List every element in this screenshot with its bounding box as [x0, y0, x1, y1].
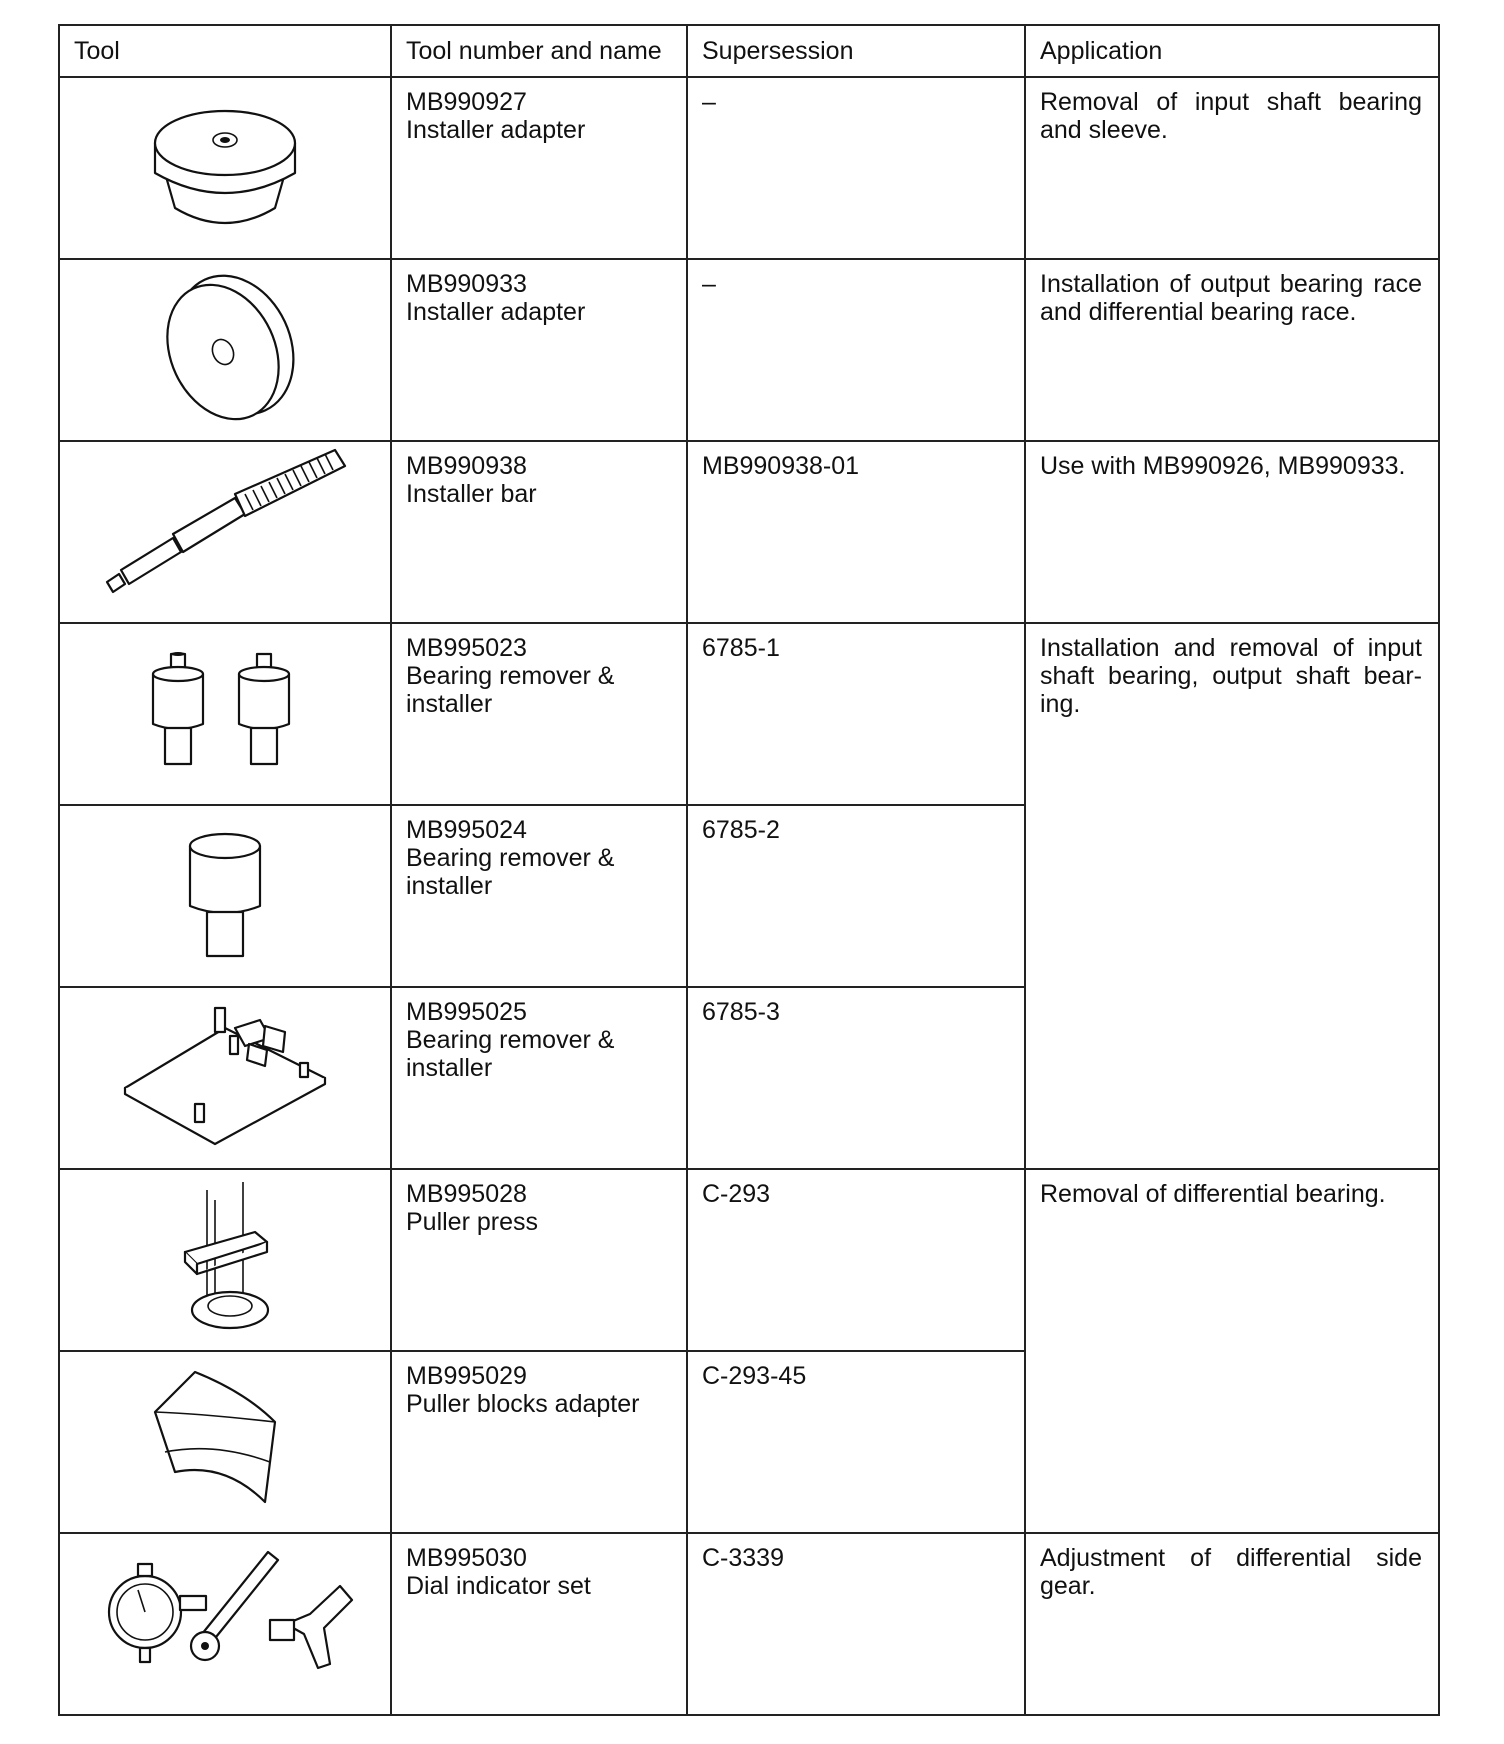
table-row: [59, 259, 1439, 441]
table-row: [59, 1533, 1439, 1715]
table-row: [59, 623, 1439, 805]
tool-number: MB995024: [406, 816, 527, 844]
tool-number: MB990927: [406, 88, 527, 116]
tool-name: Installer bar: [406, 480, 537, 508]
supersession-cell: [687, 1351, 1025, 1533]
application-cell: [1025, 1169, 1439, 1533]
tool-name: Bearing remover & installer: [406, 662, 615, 718]
tool-name: Dial indicator set: [406, 1572, 591, 1600]
tool-number-name-cell: [391, 805, 687, 987]
tool-number: MB995030: [406, 1544, 527, 1572]
table-row: [59, 77, 1439, 259]
tool-number-name-cell: [391, 987, 687, 1169]
tool-image-cell: [59, 805, 391, 987]
tool-name: Installer adapter: [406, 116, 586, 144]
tool-image-cell: [59, 77, 391, 259]
application-text: Installation of output bearing race and differential bearing race.: [1040, 270, 1422, 326]
application-cell: [1025, 1533, 1439, 1715]
tool-image-cell: [59, 987, 391, 1169]
tool-number-name-cell: [391, 1351, 687, 1533]
tool-name: Puller blocks adapter: [406, 1390, 640, 1418]
tool-number-name-cell: [391, 259, 687, 441]
supersession-value: –: [702, 270, 716, 298]
installer-bar-icon: [95, 442, 355, 612]
supersession-cell: [687, 1533, 1025, 1715]
tool-number: MB990938: [406, 452, 527, 480]
application-cell: [1025, 77, 1439, 259]
application-text: Adjustment of differential side gear.: [1040, 1544, 1422, 1600]
bearing-remover-plate-icon: [115, 988, 335, 1158]
supersession-value: –: [702, 88, 716, 116]
tool-image-cell: [59, 259, 391, 441]
table-row: [59, 1169, 1439, 1351]
supersession-cell: [687, 987, 1025, 1169]
header-supersession: Supersession: [687, 25, 1025, 77]
tool-name: Bearing remover & installer: [406, 844, 615, 900]
application-text: Removal of input shaft bearing and sleeve.: [1040, 88, 1422, 144]
supersession-value: C-3339: [702, 1544, 784, 1572]
supersession-value: 6785-1: [702, 634, 780, 662]
tool-number: MB995029: [406, 1362, 527, 1390]
supersession-value: C-293: [702, 1180, 771, 1208]
tool-name: Bearing remover & installer: [406, 1026, 615, 1082]
supersession-cell: [687, 77, 1025, 259]
table-row: [59, 441, 1439, 623]
application-cell: [1025, 441, 1439, 623]
tool-number: MB995025: [406, 998, 527, 1026]
puller-block-icon: [135, 1352, 315, 1522]
tool-image-cell: [59, 623, 391, 805]
tool-number-name-cell: [391, 77, 687, 259]
tool-name: Installer adapter: [406, 298, 586, 326]
tool-image-cell: [59, 1169, 391, 1351]
table-header-row: [59, 25, 1439, 77]
application-text: Removal of differential bearing.: [1040, 1180, 1386, 1208]
application-text: Use with MB990926, MB990933.: [1040, 452, 1406, 480]
header-application: Application: [1025, 25, 1439, 77]
bearing-remover-pair-icon: [135, 624, 315, 794]
application-cell: [1025, 259, 1439, 441]
supersession-cell: [687, 805, 1025, 987]
tool-number-name-cell: [391, 1169, 687, 1351]
application-text: Installation and removal of input shaft bearing, output shaft bear-ing.: [1040, 634, 1422, 718]
tool-image-cell: [59, 1351, 391, 1533]
supersession-value: MB990938-01: [702, 452, 860, 480]
tool-image-cell: [59, 1533, 391, 1715]
application-cell: [1025, 623, 1439, 1169]
supersession-cell: [687, 623, 1025, 805]
tool-number: MB995023: [406, 634, 527, 662]
header-tool: Tool: [59, 25, 391, 77]
special-tools-table: [58, 24, 1440, 1716]
tool-image-cell: [59, 441, 391, 623]
tool-number-name-cell: [391, 623, 687, 805]
bearing-remover-single-icon: [135, 806, 315, 976]
header-number-name: Tool number and name: [391, 25, 687, 77]
dial-indicator-set-icon: [90, 1534, 360, 1704]
supersession-cell: [687, 1169, 1025, 1351]
tool-number-name-cell: [391, 441, 687, 623]
installer-adapter-disc-icon: [135, 260, 315, 430]
supersession-cell: [687, 259, 1025, 441]
tool-number: MB995028: [406, 1180, 527, 1208]
supersession-value: 6785-3: [702, 998, 780, 1026]
tool-number: MB990933: [406, 270, 527, 298]
supersession-value: 6785-2: [702, 816, 780, 844]
installer-adapter-flat-icon: [135, 78, 315, 248]
tool-name: Puller press: [406, 1208, 538, 1236]
tool-number-name-cell: [391, 1533, 687, 1715]
puller-press-icon: [135, 1170, 315, 1340]
supersession-value: C-293-45: [702, 1362, 807, 1390]
supersession-cell: [687, 441, 1025, 623]
